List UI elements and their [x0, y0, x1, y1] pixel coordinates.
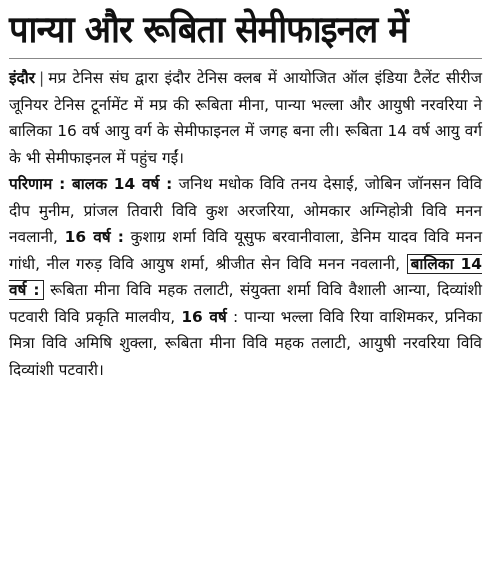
results-boys14: जनिथ मधोक विवि तनय देसाई, जोबिन जॉनसन विवि दीप मुनीम, प्रांजल तिवारी विवि कुश अरजरिया, ओमकार अग्निहोत्री विवि मनन नवलानी,: [9, 175, 482, 246]
results-boys16-label: 16 वर्ष :: [64, 228, 124, 246]
headline: पान्या और रूबिता सेमीफाइनल में: [9, 8, 408, 51]
results-girls14-label: बालिका 14 वर्ष :: [9, 254, 482, 299]
intro-paragraph: [9, 65, 482, 171]
intro-text: मप्र टेनिस संघ द्वारा इंदौर टेनिस क्लब में आयोजित ऑल इंडिया टैलेंट सीरीज जूनियर टेनिस टूर्नामेंट में मप्र की रूबिता मीना, पान्या भल्ला और आयुषी नरवरिया ने बालिका 16 वर्ष आयु वर्ग के सेमीफाइनल में जगह बना ली। रूबिता 14 वर्ष आयु वर्ग के भी सेमीफाइनल में पहुंच गईं।: [9, 69, 482, 167]
results-boys16: कुशाग्र शर्मा विवि यूसुफ बरवानीवाला, डेनिम यादव विवि मनन गांधी, नील गरुड़ विवि आयुष शर्मा, श्रीजीत सेन विवि मनन नवलानी,: [9, 228, 482, 273]
dateline: इंदौर: [9, 69, 36, 87]
article-body: [9, 65, 482, 383]
results-girls16: : पान्या भल्ला विवि रिया वाशिमकर, प्रनिका मित्रा विवि अमिषि शुक्ला, रूबिता मीना विवि महक तलाटी, आयुषी नरवरिया विवि दिव्यांशी पटवारी।: [9, 307, 482, 379]
results-girls14: रूबिता मीना विवि महक तलाटी, संयुक्ता शर्मा विवि वैशाली आन्या, दिव्यांशी पटवारी विवि प्रकृति मालवीय,: [9, 281, 482, 326]
results-paragraph: [9, 171, 482, 383]
headline-divider: [9, 58, 482, 59]
results-boys14-label: परिणाम : बालक 14 वर्ष :: [9, 175, 173, 193]
results-girls16-label: 16 वर्ष: [181, 307, 227, 326]
dateline-separator: |: [39, 69, 45, 87]
